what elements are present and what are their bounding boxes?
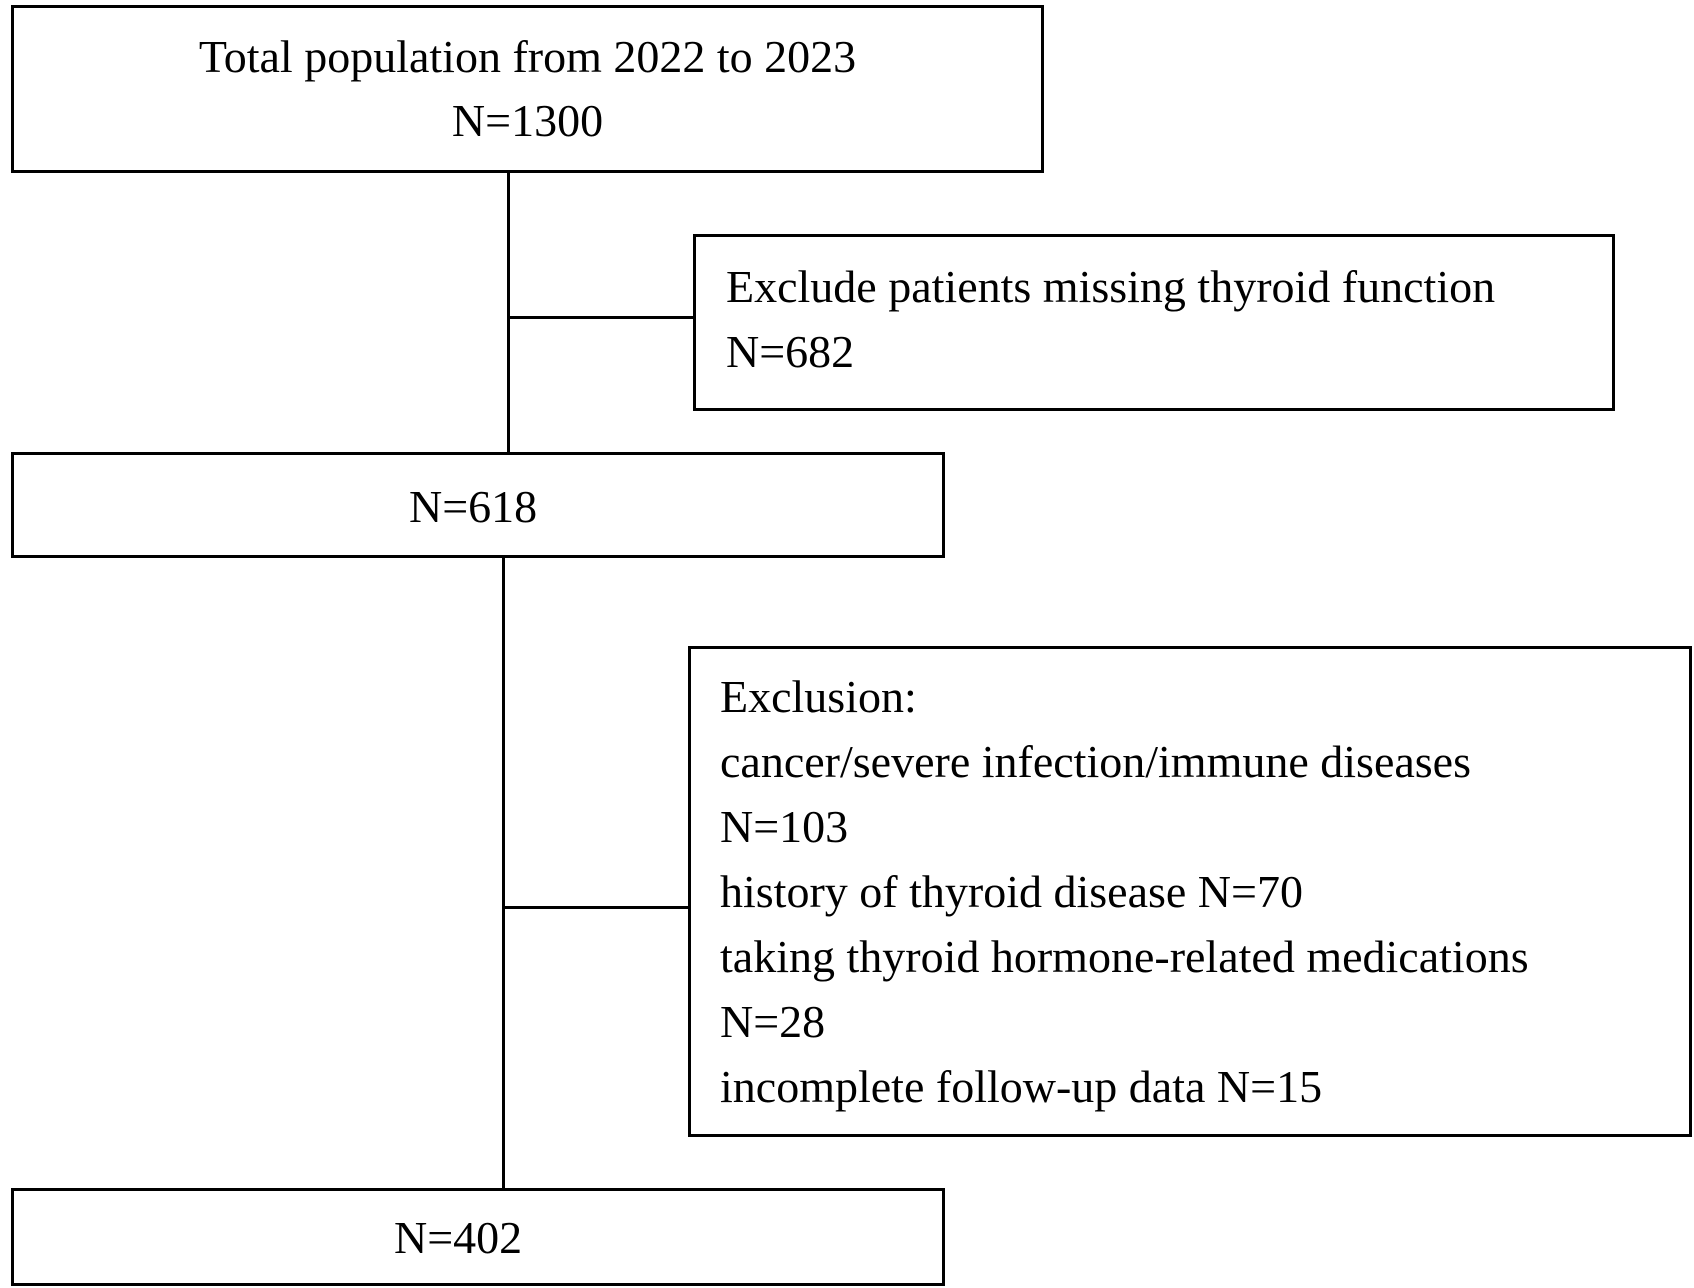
exclusion-line: N=103 — [720, 801, 849, 852]
exclusion-line: taking thyroid hormone-related medications — [720, 931, 1529, 982]
exclusion-line: incomplete follow-up data N=15 — [720, 1061, 1323, 1112]
final-402-box — [11, 1188, 945, 1286]
exclude-missing-thyroid-title: Exclude patients missing thyroid function — [726, 261, 1496, 312]
exclusion-line: N=28 — [720, 996, 826, 1047]
connector-branch-exclude2 — [502, 906, 689, 909]
remaining-618-box — [11, 452, 945, 558]
connector-mid-to-final — [502, 556, 505, 1190]
connector-branch-exclude1 — [507, 316, 694, 319]
total-population-count: N=1300 — [451, 95, 604, 146]
remaining-618-count: N=618 — [409, 481, 538, 532]
final-402-count: N=402 — [394, 1212, 523, 1263]
total-population-title: Total population from 2022 to 2023 — [198, 31, 857, 82]
exclude-missing-thyroid-count: N=682 — [726, 326, 855, 377]
exclusion-line: cancer/severe infection/immune diseases — [720, 736, 1472, 787]
exclusion-line: history of thyroid disease N=70 — [720, 866, 1303, 917]
exclusion-criteria-text — [720, 664, 1529, 1119]
exclude-missing-thyroid-text — [726, 254, 1495, 384]
exclusion-heading: Exclusion: — [720, 671, 917, 722]
exclusion-criteria-box — [688, 646, 1692, 1137]
total-population-box — [11, 5, 1044, 173]
total-population-text — [14, 25, 1041, 153]
connector-total-to-mid — [507, 172, 510, 454]
exclude-missing-thyroid-box — [693, 234, 1615, 411]
